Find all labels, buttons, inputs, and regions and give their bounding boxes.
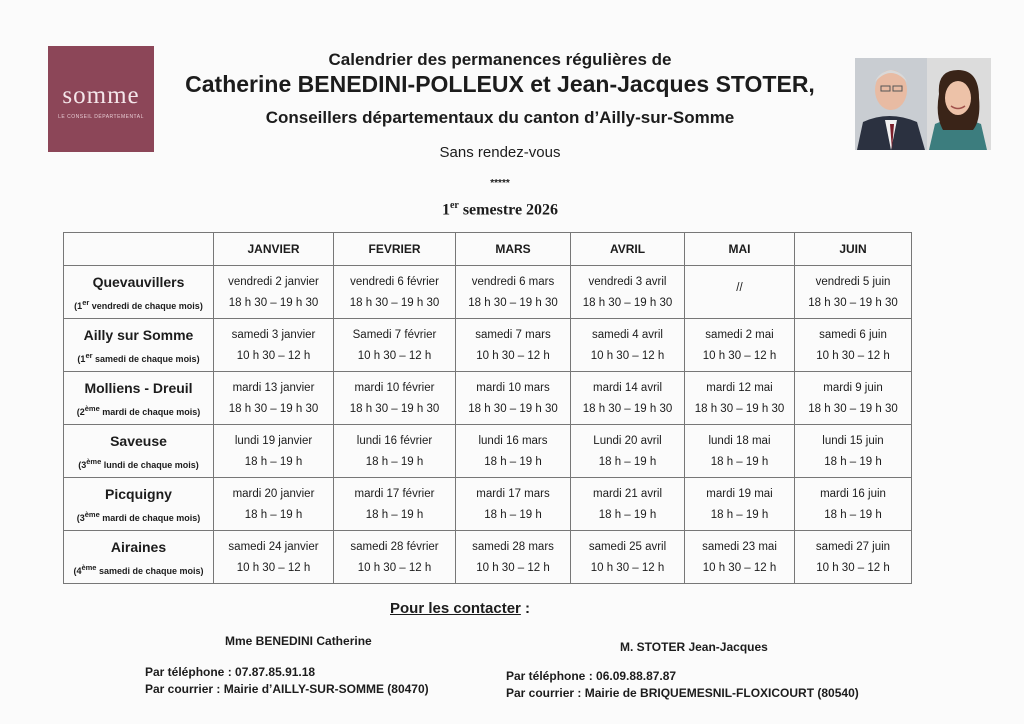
schedule-cell bbox=[571, 266, 685, 319]
rule-ordinal: er bbox=[82, 297, 90, 307]
contact-right-mail-line bbox=[506, 685, 859, 702]
schedule-cell bbox=[214, 531, 334, 584]
header-line-1: Calendrier des permanences régulières de bbox=[328, 50, 672, 69]
session-hours: 18 h 30 – 19 h 30 bbox=[349, 296, 440, 309]
schedule-cell bbox=[334, 425, 456, 478]
session-hours: 18 h – 19 h bbox=[484, 455, 542, 468]
schedule-cell bbox=[795, 372, 912, 425]
session-hours: 18 h 30 – 19 h 30 bbox=[694, 402, 785, 415]
month-header: JANVIER bbox=[214, 233, 334, 266]
session-hours: 18 h 30 – 19 h 30 bbox=[582, 402, 673, 415]
contact-left-name: Mme BENEDINI Catherine bbox=[225, 634, 372, 648]
session-date: samedi 24 janvier bbox=[228, 540, 319, 553]
session-date: lundi 18 mai bbox=[708, 434, 771, 447]
session-hours: 10 h 30 – 12 h bbox=[236, 349, 311, 362]
schedule-cell bbox=[214, 478, 334, 531]
session-hours: 18 h 30 – 19 h 30 bbox=[808, 296, 898, 309]
session-date: lundi 16 mars bbox=[478, 434, 548, 447]
session-date: mardi 19 mai bbox=[706, 487, 773, 500]
session-hours: 18 h – 19 h bbox=[710, 455, 769, 468]
session-hours: 18 h – 19 h bbox=[365, 508, 424, 521]
schedule-table bbox=[63, 232, 912, 584]
session-date: mardi 12 mai bbox=[706, 381, 773, 394]
location-rule bbox=[64, 404, 213, 417]
session-date: lundi 16 février bbox=[356, 434, 433, 447]
session-date: vendredi 2 janvier bbox=[228, 275, 319, 288]
contact-right-mail: Mairie de BRIQUEMESNIL-FLOXICOURT (80540) bbox=[584, 686, 859, 700]
session-hours: 18 h – 19 h bbox=[824, 508, 882, 521]
schedule-row bbox=[64, 319, 912, 372]
contact-right-phone-line bbox=[506, 668, 859, 685]
month-header-row bbox=[64, 233, 912, 266]
session-date: vendredi 6 février bbox=[350, 275, 439, 288]
session-hours: 18 h – 19 h bbox=[365, 455, 424, 468]
schedule-cell bbox=[685, 531, 795, 584]
session-date: Lundi 20 avril bbox=[593, 434, 662, 447]
session-hours: 18 h – 19 h bbox=[710, 508, 769, 521]
councillors-photo bbox=[855, 58, 991, 150]
phone-label: Par téléphone : bbox=[506, 669, 597, 683]
schedule-cell bbox=[795, 478, 912, 531]
session-date: samedi 28 mars bbox=[472, 540, 554, 553]
schedule-cell bbox=[214, 425, 334, 478]
session-hours: 10 h 30 – 12 h bbox=[702, 561, 777, 574]
schedule-cell bbox=[795, 319, 912, 372]
session-date: vendredi 3 avril bbox=[588, 275, 667, 288]
schedule-cell bbox=[571, 478, 685, 531]
session-date: samedi 25 avril bbox=[588, 540, 667, 553]
session-hours: 18 h – 19 h bbox=[484, 508, 542, 521]
contact-right-name: M. STOTER Jean-Jacques bbox=[620, 640, 768, 654]
session-hours: 18 h – 19 h bbox=[824, 455, 882, 468]
logo-word: somme bbox=[62, 82, 140, 109]
session-hours: 10 h 30 – 12 h bbox=[702, 349, 777, 362]
schedule-cell bbox=[334, 319, 456, 372]
session-date: samedi 2 mai bbox=[705, 328, 774, 341]
session-date: lundi 15 juin bbox=[822, 434, 884, 447]
schedule-cell bbox=[795, 531, 912, 584]
session-hours: 18 h – 19 h bbox=[598, 508, 657, 521]
schedule-cell bbox=[571, 425, 685, 478]
schedule-cell bbox=[685, 319, 795, 372]
schedule-cell bbox=[685, 266, 795, 319]
rule-suffix: samedi de chaque mois) bbox=[96, 565, 204, 576]
schedule-cell bbox=[456, 478, 571, 531]
location-rule bbox=[64, 510, 213, 523]
rule-prefix: (4 bbox=[73, 565, 82, 576]
session-date: mardi 10 février bbox=[354, 381, 435, 394]
location-cell bbox=[64, 425, 214, 478]
location-cell bbox=[64, 531, 214, 584]
session-hours: 10 h 30 – 12 h bbox=[357, 561, 432, 574]
schedule-cell bbox=[214, 266, 334, 319]
header-line-3: Conseillers départementaux du canton d’Ailly-sur-Somme bbox=[265, 108, 735, 127]
location-name: Ailly sur Somme bbox=[83, 326, 194, 343]
contact-right-info bbox=[506, 668, 859, 702]
session-hours: 10 h 30 – 12 h bbox=[236, 561, 311, 574]
schedule-cell bbox=[685, 478, 795, 531]
rule-suffix: lundi de chaque mois) bbox=[101, 459, 199, 470]
semester-sup: er bbox=[449, 200, 459, 211]
session-hours: 10 h 30 – 12 h bbox=[816, 349, 890, 362]
session-hours: 18 h 30 – 19 h 30 bbox=[228, 402, 319, 415]
contact-left-phone: 07.87.85.91.18 bbox=[235, 665, 316, 679]
session-date: samedi 27 juin bbox=[815, 540, 891, 553]
session-date: samedi 3 janvier bbox=[231, 328, 316, 341]
session-hours: 18 h 30 – 19 h 30 bbox=[228, 296, 319, 309]
contact-left-mail: Mairie d’AILLY-SUR-SOMME (80470) bbox=[223, 682, 429, 696]
session-hours: 10 h 30 – 12 h bbox=[590, 349, 665, 362]
rule-prefix: (2 bbox=[76, 406, 85, 417]
rule-ordinal: ème bbox=[84, 509, 100, 519]
session-date: samedi 23 mai bbox=[702, 540, 777, 553]
rule-suffix: samedi de chaque mois) bbox=[92, 353, 200, 364]
rule-suffix: mardi de chaque mois) bbox=[99, 406, 201, 417]
session-date: samedi 28 février bbox=[350, 540, 439, 553]
contact-title-colon: : bbox=[520, 600, 531, 617]
month-header: FEVRIER bbox=[334, 233, 456, 266]
schedule-cell bbox=[334, 478, 456, 531]
session-date: mardi 17 février bbox=[354, 487, 435, 500]
session-hours: 18 h 30 – 19 h 30 bbox=[468, 402, 558, 415]
schedule-cell bbox=[795, 425, 912, 478]
location-cell bbox=[64, 266, 214, 319]
schedule-cell bbox=[685, 425, 795, 478]
schedule-cell bbox=[214, 319, 334, 372]
session-date: // bbox=[736, 281, 743, 294]
contact-right-phone: 06.09.88.87.87 bbox=[596, 669, 677, 683]
session-date: samedi 7 mars bbox=[475, 328, 551, 341]
location-rule bbox=[64, 351, 213, 364]
semester-number: 1 bbox=[441, 201, 450, 219]
rule-prefix: (3 bbox=[76, 512, 85, 523]
mail-label: Par courrier : bbox=[145, 682, 224, 696]
schedule-cell bbox=[334, 531, 456, 584]
session-date: vendredi 6 mars bbox=[471, 275, 555, 288]
schedule-row bbox=[64, 531, 912, 584]
rule-prefix: (3 bbox=[78, 459, 87, 470]
session-date: Samedi 7 février bbox=[352, 328, 437, 341]
schedule-cell bbox=[456, 372, 571, 425]
schedule-row bbox=[64, 266, 912, 319]
session-date: samedi 6 juin bbox=[819, 328, 887, 341]
schedule-row bbox=[64, 372, 912, 425]
location-name: Picquigny bbox=[105, 485, 172, 502]
session-hours: 18 h – 19 h bbox=[598, 455, 657, 468]
session-date: mardi 13 janvier bbox=[232, 381, 315, 394]
location-name: Airaines bbox=[110, 538, 167, 555]
schedule-cell bbox=[456, 319, 571, 372]
header-no-appointment: Sans rendez-vous bbox=[439, 144, 561, 161]
location-rule bbox=[64, 457, 213, 470]
month-header: JUIN bbox=[795, 233, 912, 266]
location-cell bbox=[64, 478, 214, 531]
logo-subtitle: LE CONSEIL DÉPARTEMENTAL bbox=[58, 114, 144, 120]
schedule-cell bbox=[571, 372, 685, 425]
session-date: samedi 4 avril bbox=[592, 328, 663, 341]
location-rule bbox=[64, 298, 213, 311]
corner-cell bbox=[64, 233, 214, 266]
schedule-cell bbox=[456, 425, 571, 478]
session-date: vendredi 5 juin bbox=[815, 275, 891, 288]
rule-suffix: vendredi de chaque mois) bbox=[89, 300, 203, 311]
session-hours: 10 h 30 – 12 h bbox=[590, 561, 665, 574]
contact-left-phone-line bbox=[145, 664, 429, 681]
contact-title-text: Pour les contacter bbox=[390, 600, 521, 617]
location-cell bbox=[64, 319, 214, 372]
contact-title bbox=[390, 600, 530, 617]
rule-ordinal: ème bbox=[81, 562, 97, 572]
session-date: lundi 19 janvier bbox=[234, 434, 313, 447]
schedule-cell bbox=[795, 266, 912, 319]
session-hours: 18 h – 19 h bbox=[244, 508, 303, 521]
schedule-cell bbox=[571, 319, 685, 372]
rule-suffix: mardi de chaque mois) bbox=[99, 512, 201, 523]
month-header: MAI bbox=[685, 233, 795, 266]
semester-rest: semestre 2026 bbox=[458, 201, 559, 219]
mail-label: Par courrier : bbox=[506, 686, 585, 700]
schedule-cell bbox=[571, 531, 685, 584]
schedule-row bbox=[64, 478, 912, 531]
councillors-photo-image bbox=[855, 58, 991, 150]
schedule-cell bbox=[334, 266, 456, 319]
schedule-cell bbox=[456, 531, 571, 584]
session-date: mardi 14 avril bbox=[592, 381, 663, 394]
contact-left-mail-line bbox=[145, 681, 429, 698]
session-hours: 18 h 30 – 19 h 30 bbox=[582, 296, 673, 309]
session-hours: 18 h 30 – 19 h 30 bbox=[468, 296, 558, 309]
semester-title bbox=[150, 200, 850, 219]
location-rule bbox=[64, 563, 213, 576]
rule-prefix: (1 bbox=[77, 353, 86, 364]
session-date: mardi 21 avril bbox=[592, 487, 663, 500]
location-name: Saveuse bbox=[110, 432, 167, 449]
rule-ordinal: er bbox=[85, 350, 93, 360]
location-name: Quevauvillers bbox=[92, 273, 185, 290]
session-date: mardi 17 mars bbox=[476, 487, 550, 500]
contact-left-info bbox=[145, 664, 429, 698]
schedule-cell bbox=[334, 372, 456, 425]
schedule-cell bbox=[456, 266, 571, 319]
location-name: Molliens - Dreuil bbox=[84, 379, 193, 396]
session-date: mardi 16 juin bbox=[820, 487, 886, 500]
session-date: mardi 9 juin bbox=[823, 381, 883, 394]
rule-ordinal: ème bbox=[84, 403, 100, 413]
session-hours: 10 h 30 – 12 h bbox=[357, 349, 432, 362]
location-cell bbox=[64, 372, 214, 425]
session-date: mardi 10 mars bbox=[476, 381, 550, 394]
month-header: MARS bbox=[456, 233, 571, 266]
schedule-cell bbox=[214, 372, 334, 425]
schedule-row bbox=[64, 425, 912, 478]
session-hours: 10 h 30 – 12 h bbox=[476, 561, 550, 574]
session-hours: 10 h 30 – 12 h bbox=[816, 561, 890, 574]
rule-ordinal: ème bbox=[86, 456, 102, 466]
schedule-cell bbox=[685, 372, 795, 425]
session-hours: 18 h 30 – 19 h 30 bbox=[808, 402, 898, 415]
session-hours: 18 h – 19 h bbox=[244, 455, 303, 468]
session-date: mardi 20 janvier bbox=[232, 487, 315, 500]
session-hours: 18 h 30 – 19 h 30 bbox=[349, 402, 440, 415]
somme-logo bbox=[48, 46, 154, 152]
header-names: Catherine BENEDINI-POLLEUX et Jean-Jacques STOTER, bbox=[185, 71, 815, 97]
rule-prefix: (1 bbox=[74, 300, 83, 311]
header-stars: ***** bbox=[490, 178, 510, 189]
phone-label: Par téléphone : bbox=[145, 665, 236, 679]
month-header: AVRIL bbox=[571, 233, 685, 266]
session-hours: 10 h 30 – 12 h bbox=[476, 349, 550, 362]
